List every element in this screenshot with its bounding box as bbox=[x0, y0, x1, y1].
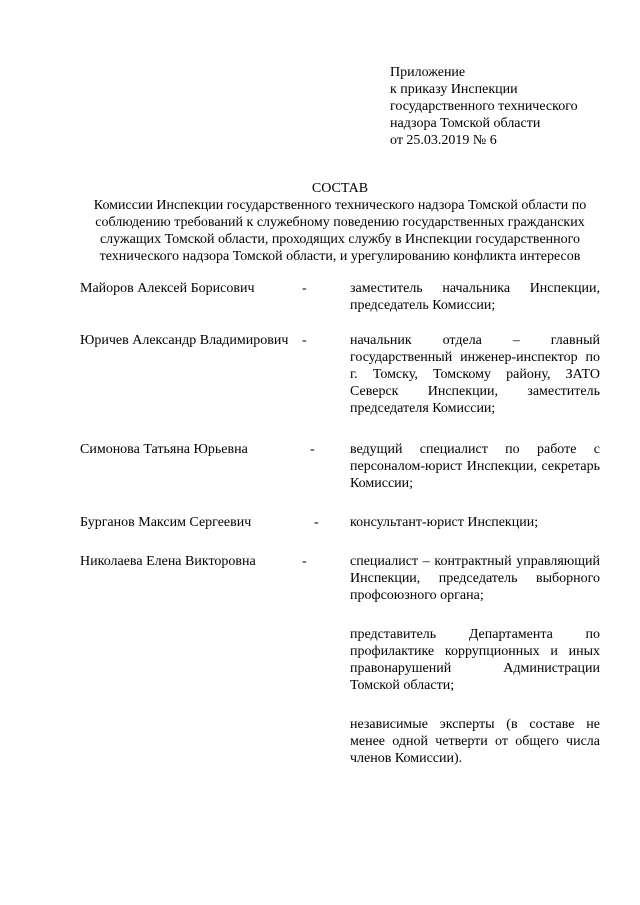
document-title bbox=[80, 180, 600, 265]
members-list bbox=[80, 280, 600, 767]
member-row bbox=[80, 553, 600, 604]
member-role: заместитель начальника Инспекции, председатель Комиссии; bbox=[350, 281, 600, 313]
member-row bbox=[80, 332, 600, 417]
member-role: представитель Департамента по профилактике коррупционных и иных правонарушений Администрации Томской области; bbox=[350, 627, 600, 693]
member-name: Симонова Татьяна Юрьевна bbox=[80, 442, 248, 457]
member-dash: - bbox=[302, 333, 307, 348]
member-role: специалист – контрактный управляющий Инспекции, председатель выборного профсоюзного органа; bbox=[350, 554, 600, 603]
title-line: технического надзора Томской области, и урегулированию конфликта интересов bbox=[99, 249, 581, 264]
title-line: Комиссии Инспекции государственного технического надзора Томской области по bbox=[93, 198, 587, 213]
member-name: Николаева Елена Викторовна bbox=[80, 554, 256, 569]
appendix-line: Приложение bbox=[390, 65, 466, 80]
member-role: независимые эксперты (в составе не менее одной четверти от общего числа членов Комиссии). bbox=[350, 717, 600, 766]
member-name: Юричев Александр Владимирович bbox=[80, 333, 289, 348]
title-heading: СОСТАВ bbox=[311, 181, 369, 196]
member-name: Бурганов Максим Сергеевич bbox=[80, 515, 252, 530]
member-role: ведущий специалист по работе с персоналом-юрист Инспекции, секретарь Комиссии; bbox=[350, 442, 600, 491]
member-row bbox=[80, 514, 600, 531]
appendix-line: государственного технического bbox=[390, 99, 578, 114]
appendix-line: надзора Томской области bbox=[390, 116, 541, 131]
title-line: соблюдению требований к служебному поведению государственных гражданских bbox=[95, 215, 585, 230]
appendix-block bbox=[390, 64, 578, 149]
member-role: консультант-юрист Инспекции; bbox=[350, 515, 539, 530]
member-role: начальник отдела – главный государственный инженер-инспектор по г. Томску, Томскому району, ЗАТО Северск Инспекции, заместитель председателя Комиссии; bbox=[350, 333, 600, 416]
member-row bbox=[80, 280, 600, 314]
appendix-line: к приказу Инспекции bbox=[390, 82, 518, 97]
member-row bbox=[80, 716, 600, 767]
title-line: служащих Томской области, проходящих службу в Инспекции государственного bbox=[99, 232, 581, 247]
member-dash: - bbox=[314, 515, 319, 530]
member-row bbox=[80, 626, 600, 694]
member-row bbox=[80, 441, 600, 492]
member-dash: - bbox=[302, 554, 307, 569]
member-name: Майоров Алексей Борисович bbox=[80, 281, 255, 296]
member-dash: - bbox=[302, 281, 307, 296]
member-dash: - bbox=[310, 442, 315, 457]
appendix-line: от 25.03.2019 № 6 bbox=[390, 133, 497, 148]
